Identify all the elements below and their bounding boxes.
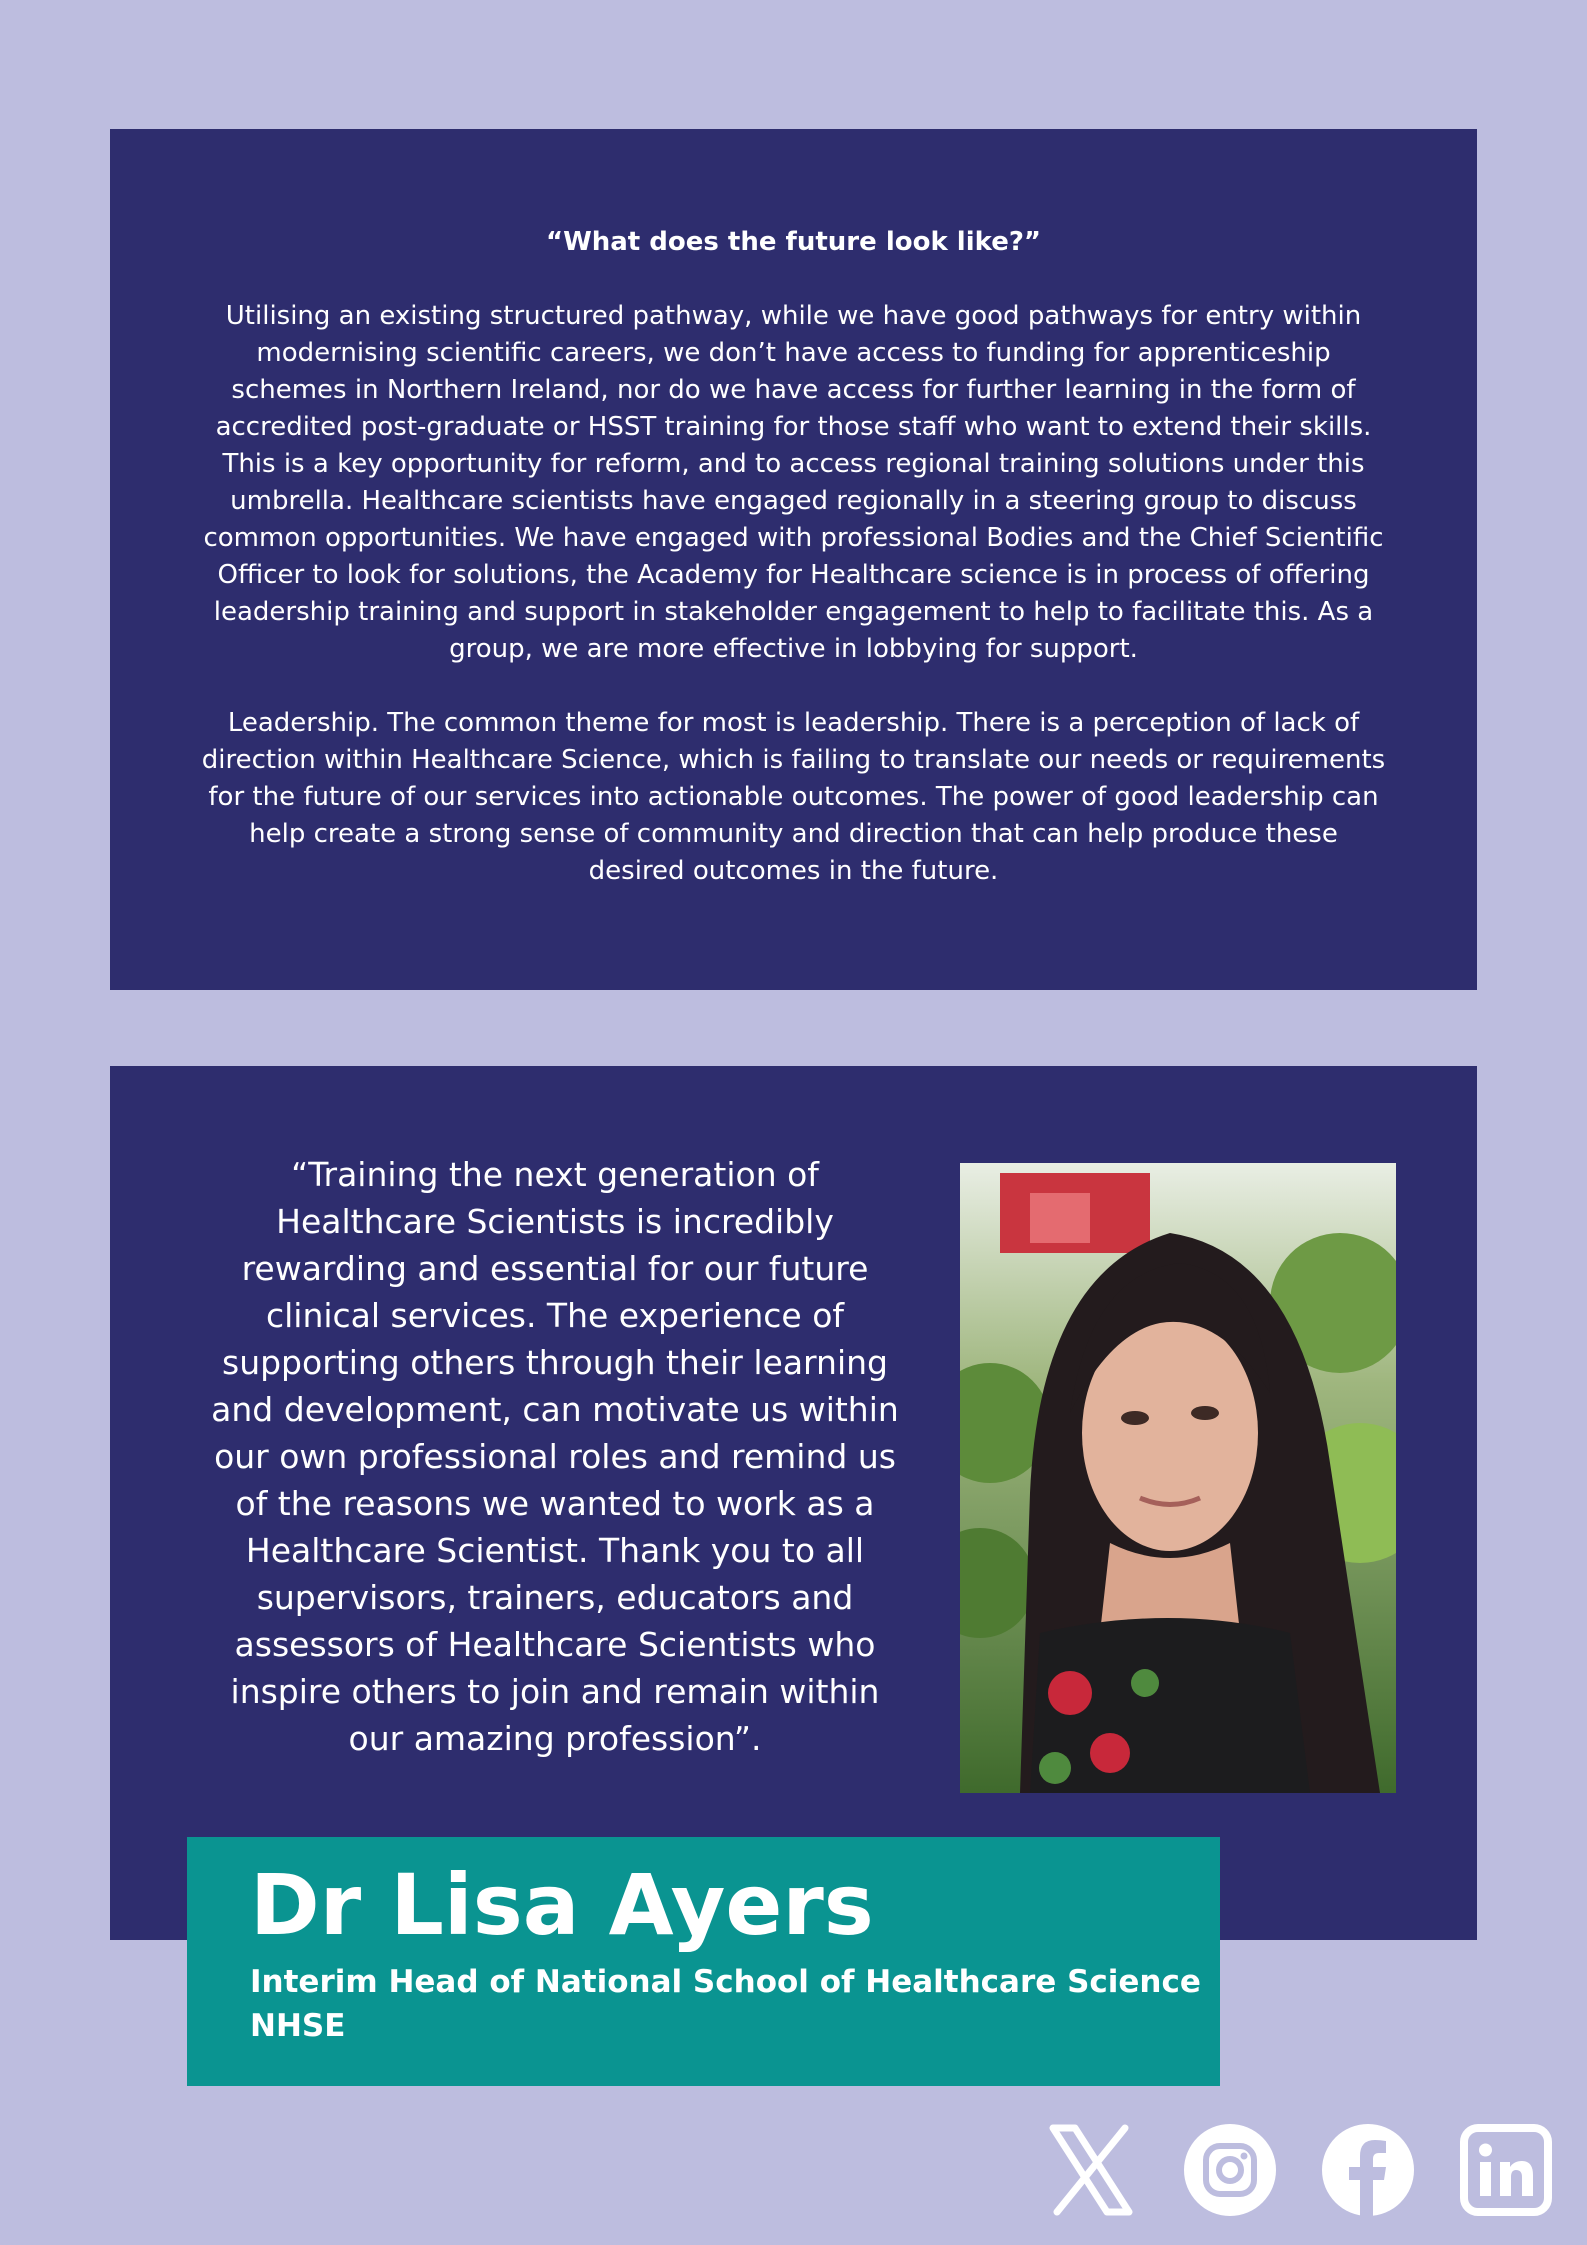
portrait-illustration bbox=[960, 1163, 1396, 1793]
testimonial-panel bbox=[110, 1066, 1477, 1940]
future-paragraph-pathway: Utilising an existing structured pathway, while we have good pathways for entry within modernising scientific careers, we don’t have access to funding for apprenticeship schemes in Northern Ireland, nor do we have access for further learning in the form of accredited post-graduate or HSST training for those staff who want to extend their skills. This is a key opportunity for reform, and to access regional training solutions under this umbrella. Healthcare scientists have engaged regionally in a steering group to discuss common opportunities. We have engaged with professional Bodies and the Chief Scientific Officer to look for solutions, the Academy for Healthcare science is in process of offering leadership training and support in stakeholder engagement to help to facilitate this. As a group, we are more effective in lobbying for support. bbox=[203, 301, 1384, 664]
facebook-icon[interactable] bbox=[1322, 2124, 1414, 2216]
name-banner bbox=[187, 1837, 1220, 2086]
instagram-icon[interactable] bbox=[1184, 2124, 1276, 2216]
portrait-photo bbox=[960, 1163, 1396, 1793]
person-role-title: Interim Head of National School of Healthcare Science bbox=[250, 1964, 1201, 2000]
future-heading: “What does the future look like?” bbox=[545, 227, 1042, 257]
future-text bbox=[200, 224, 1387, 927]
person-role bbox=[250, 1960, 1201, 2048]
future-paragraph-leadership: Leadership. The common theme for most is leadership. There is a perception of lack of direction within Healthcare Science, which is failing to translate our needs or requirements for the future of our services into actionable outcomes. The power of good leadership can help create a strong sense of community and direction that can help produce these desired outcomes in the future. bbox=[201, 708, 1386, 886]
x-icon[interactable] bbox=[1045, 2124, 1137, 2216]
person-role-org: NHSE bbox=[250, 2008, 346, 2044]
linkedin-icon[interactable] bbox=[1460, 2124, 1552, 2216]
person-name: Dr Lisa Ayers bbox=[250, 1856, 874, 1954]
future-panel bbox=[110, 129, 1477, 990]
testimonial-quote: “Training the next generation of Healthcare Scientists is incredibly rewarding and essential for our future clinical services. The experience of supporting others through their learning and development, can motivate us within our own professional roles and remind us of the reasons we wanted to work as a Healthcare Scientist. Thank you to all supervisors, trainers, educators and assessors of Healthcare Scientists who inspire others to join and remain within our amazing profession”. bbox=[211, 1155, 899, 1758]
